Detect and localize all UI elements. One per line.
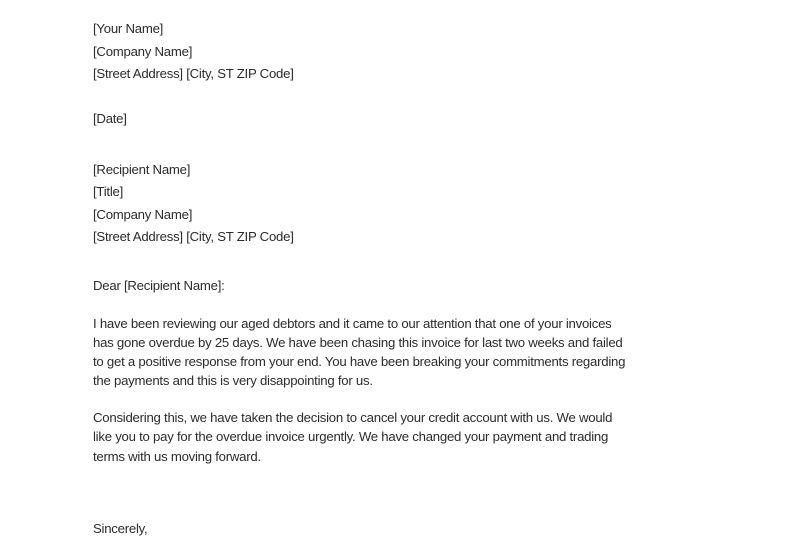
recipient-address: [Street Address] [City, ST ZIP Code]: [93, 229, 294, 245]
letter-document: [93, 18, 733, 540]
paragraph-line: has gone overdue by 25 days. We have been chasing this invoice for last two weeks and failed: [93, 334, 623, 350]
recipient-name: [Recipient Name]: [93, 161, 191, 177]
salutation: Dear [Recipient Name]:: [93, 277, 225, 293]
recipient-title: [Title]: [93, 184, 124, 200]
spacer: [93, 131, 733, 154]
recipient-company: [Company Name]: [93, 206, 193, 222]
paragraph-line: like you to pay for the overdue invoice urgently. We have changed your payment and trading: [93, 429, 609, 445]
paragraph-line: the payments and this is very disappointing for us.: [93, 373, 373, 389]
sender-address: [Street Address] [City, ST ZIP Code]: [93, 66, 294, 82]
paragraph-line: terms with us moving forward.: [93, 448, 261, 464]
spacer: [93, 298, 733, 314]
paragraph-line: I have been reviewing our aged debtors and it came to our attention that one of your invoices: [93, 315, 612, 331]
paragraph-line: Considering this, we have taken the decision to cancel your credit account with us. We would: [93, 410, 613, 426]
sender-name: [Your Name]: [93, 21, 164, 36]
sender-block: [93, 18, 733, 86]
paragraph-line: to get a positive response from your end. You have been breaking your commitments regarding: [93, 353, 626, 369]
closing: Sincerely,: [93, 520, 148, 536]
sender-company: [Company Name]: [93, 43, 193, 59]
spacer: [93, 86, 733, 109]
spacer: [93, 249, 733, 275]
spacer: [93, 390, 733, 408]
letter-date: [Date]: [93, 111, 127, 127]
body-paragraph-1: [93, 314, 733, 391]
body-paragraph-2: [93, 408, 733, 466]
recipient-block: [93, 159, 733, 249]
spacer: [93, 466, 733, 518]
